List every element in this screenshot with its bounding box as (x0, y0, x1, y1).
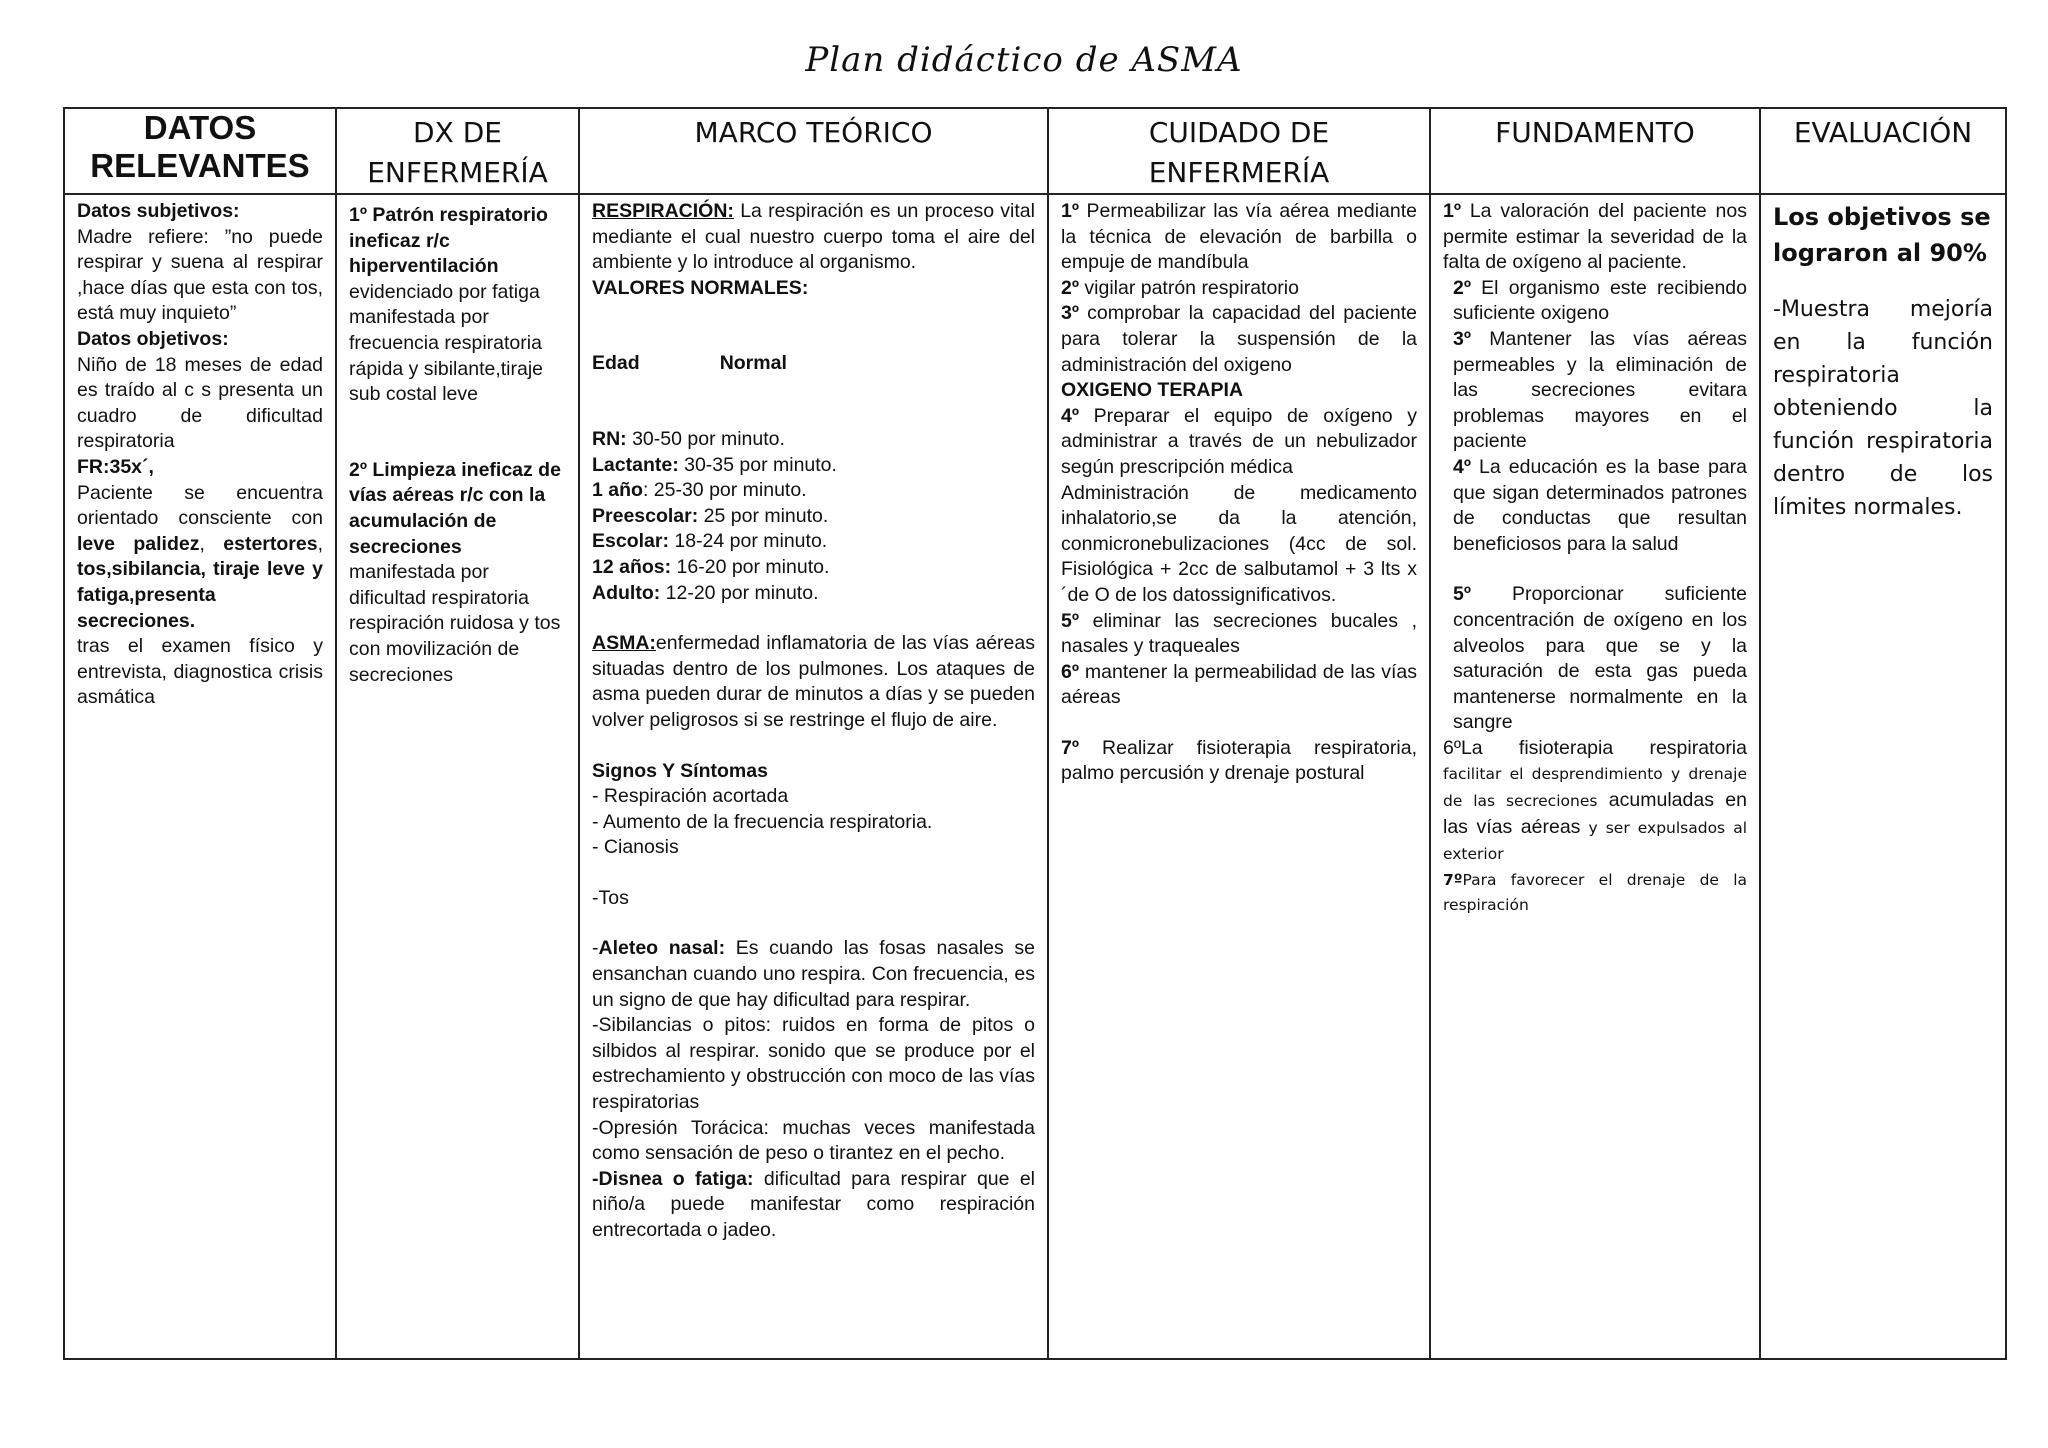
cell-evaluacion (1760, 194, 2006, 1359)
valores-row: RN: 30-50 por minuto. (592, 427, 785, 450)
tos-item: -Tos (592, 886, 629, 909)
dx2-text: manifestada por dificultad respiratoria respiración ruidosa y tos con movilización de secreciones (349, 561, 561, 686)
sign-item: - Cianosis (592, 836, 679, 859)
care-5: 5º eliminar las secreciones bucales , nasales y traqueales (1061, 609, 1417, 658)
disnea-text: -Disnea o fatiga: dificultad para respirar que el niño/a puede manifestar como respiración entrecortada o jadeo. (592, 1167, 1036, 1241)
sign-item: - Respiración acortada (592, 785, 789, 808)
header-fundamento: FUNDAMENTO (1430, 108, 1760, 194)
care-admin: Administración de medicamento inhalatorio,se da la atención, conmicronebulizaciones (4cc de sol. Fisiológica + 2cc de salbutamol + 3 lts x´de O de los datossignificativos. (1061, 481, 1417, 606)
respiracion-text: RESPIRACIÓN: La respiración es un proceso vital mediante el cual nuestro cuerpo toma el aire del ambiente y lo introduce al organismo. (592, 200, 1035, 274)
header-dx: DX DE ENFERMERÍA (336, 108, 579, 194)
sibilancias-text: -Sibilancias o pitos: ruidos en forma de pitos o silbidos al respirar. sonido que se produce por el estrechamiento y obstrucción con moco de las vías respiratorias (592, 1014, 1035, 1114)
valores-row: Escolar: 18-24 por minuto. (592, 530, 828, 553)
evaluation-text: -Muestra mejoría en la función respiratoria obteniendo la función respiratoria dentro de los límites normales. (1773, 297, 1993, 520)
valores-row: Preescolar: 25 por minuto. (592, 504, 829, 527)
care-4: 4º Preparar el equipo de oxígeno y administrar a través de un nebulizador según prescripción médica (1061, 404, 1417, 478)
cell-marco (579, 194, 1048, 1359)
oxigeno-label: OXIGENO TERAPIA (1061, 379, 1244, 402)
care-plan-table (63, 107, 2007, 1360)
header-row (64, 108, 2006, 194)
valores-row: Adulto: 12-20 por minuto. (592, 581, 819, 604)
cell-cuidado (1048, 194, 1430, 1359)
valores-header: Edad Normal (592, 352, 787, 375)
subjective-label: Datos subjetivos: (77, 200, 240, 222)
objective-text: Niño de 18 meses de edad es traído al c s presenta un cuadro de dificultad respiratoria (77, 353, 323, 453)
valores-label: VALORES NORMALES: (592, 276, 809, 299)
fr-value: FR:35x´, (77, 455, 154, 478)
care-7: 7º Realizar fisioterapia respiratoria, palmo percusión y drenaje postural (1061, 736, 1417, 785)
valores-row: 1 año: 25-30 por minuto. (592, 479, 807, 502)
header-evaluacion: EVALUACIÓN (1760, 108, 2006, 194)
content-row (64, 194, 2006, 1359)
dx1-title: 1º Patrón respiratorio ineficaz r/c hiperventilación (349, 204, 548, 278)
evaluation-lead: Los objetivos se lograron al 90% (1773, 203, 1991, 267)
signs-list (592, 784, 1035, 861)
diagnosis-text: tras el examen físico y entrevista, diagnostica crisis asmática (77, 635, 323, 709)
dx2-title: 2º Limpieza ineficaz de vías aéreas r/c con la acumulación de secreciones (349, 458, 561, 558)
care-6: 6º mantener la permeabilidad de las vías aéreas (1061, 660, 1417, 709)
fund-3: 3º Mantener las vías aéreas permeables y la eliminación de las secreciones evitara problemas mayores en el paciente (1453, 327, 1747, 453)
care-3: 3º comprobar la capacidad del paciente para tolerar la suspensión de la administración del oxigeno (1061, 302, 1417, 376)
sign-item: - Aumento de la frecuencia respiratoria. (592, 810, 933, 833)
header-datos: DATOS RELEVANTES (64, 108, 336, 194)
fund-6: 6ºLa fisioterapia respiratoria facilitar el desprendimiento y drenaje de las secreciones acumuladas en las vías aéreas y ser expulsados al exterior (1443, 736, 1747, 864)
fund-5: 5º Proporcionar suficiente concentración de oxígeno en los alveolos para que se y la saturación de esta gas pueda mantenerse normalmente en la sangre (1453, 583, 1747, 734)
care-1: 1º Permeabilizar las vía aérea mediante la técnica de elevación de barbilla o empuje de mandíbula (1061, 200, 1417, 274)
opresion-text: -Opresión Torácica: muchas veces manifestada como sensación de peso o tirantez en el pecho. (592, 1116, 1035, 1165)
fund-4: 4º La educación es la base para que sigan determinados patrones de conductas que resultan beneficiosos para la salud (1453, 455, 1747, 555)
header-cuidado: CUIDADO DE ENFERMERÍA (1048, 108, 1430, 194)
cell-datos (64, 194, 336, 1359)
header-marco: MARCO TEÓRICO (579, 108, 1048, 194)
care-2: 2º vigilar patrón respiratorio (1061, 276, 1299, 299)
objective-label: Datos objetivos: (77, 327, 229, 350)
fund-2: 2º El organismo este recibiendo suficiente oxigeno (1453, 276, 1747, 325)
subjective-text: Madre refiere: ”no puede respirar y suena al respirar ,hace días que esta con tos, está muy inquieto” (77, 225, 323, 325)
valores-row: 12 años: 16-20 por minuto. (592, 555, 830, 578)
cell-fundamento (1430, 194, 1760, 1359)
page-title: Plan didáctico de ASMA (805, 40, 1243, 80)
signos-label: Signos Y Síntomas (592, 759, 768, 782)
asma-text: ASMA:enfermedad inflamatoria de las vías aéreas situadas dentro de los pulmones. Los ataques de asma pueden durar de minutos a días y se pueden volver peligrosos si se restringe el flujo de aire. (592, 632, 1035, 731)
cell-dx (336, 194, 579, 1359)
aleteo-text: -Aleteo nasal: Es cuando las fosas nasales se ensanchan cuando uno respira. Con frecuencia, es un signo de que hay dificultad para respirar. (592, 937, 1035, 1011)
valores-list (592, 427, 1035, 606)
fund-1: 1º La valoración del paciente nos permite estimar la severidad de la falta de oxígeno al paciente. (1443, 200, 1747, 274)
valores-row: Lactante: 30-35 por minuto. (592, 453, 837, 476)
patient-text: Paciente se encuentra orientado consciente con leve palidez, estertores, tos,sibilancia, tiraje leve y fatiga,presenta secreciones. (77, 481, 323, 632)
dx1-text: evidenciado por fatiga manifestada por frecuencia respiratoria rápida y sibilante,tiraje sub costal leve (349, 280, 544, 406)
fund-7: 7ºPara favorecer el drenaje de la respiración (1443, 870, 1747, 915)
